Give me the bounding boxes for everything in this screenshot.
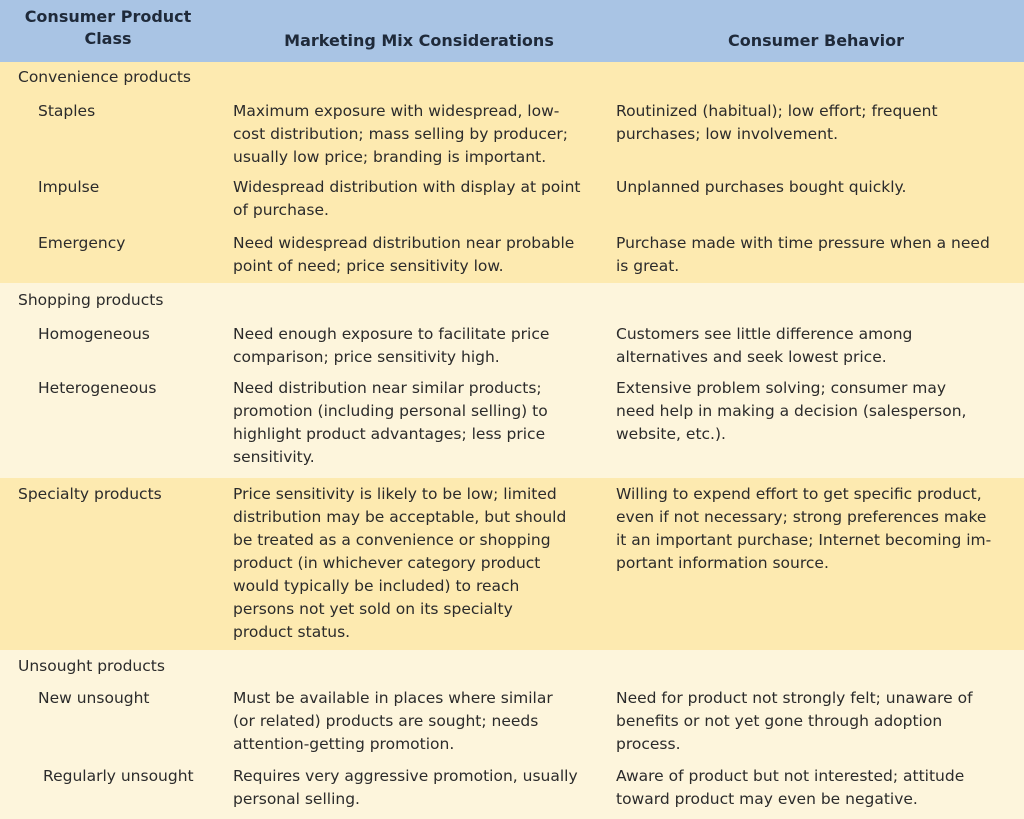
header-marketing-mix: Marketing Mix Considerations xyxy=(284,31,554,50)
row-behavior: Unplanned purchases bought quickly. xyxy=(616,178,907,196)
row-mix: Must be available in places where similar (or related) products are sought; needs attention-getting promotion. xyxy=(233,689,553,753)
row-mix: Need distribution near similar products; promotion (including personal selling) to highlight product advantages; less price sensitivity. xyxy=(233,379,548,466)
row-mix: Price sensitivity is likely to be low; limited distribution may be acceptable, but should be treated as a convenience or shopping product (in whichever category product would typically be included) to reach persons not yet sold on its specialty product status. xyxy=(233,485,567,641)
row-behavior: Customers see little difference among alternatives and seek lowest price. xyxy=(616,325,913,366)
row-behavior: Routinized (habitual); low effort; frequent purchases; low involvement. xyxy=(616,102,938,143)
row-name: Homogeneous xyxy=(38,325,150,343)
row-behavior: Willing to expend effort to get specific product, even if not necessary; strong preferences make it an important purchase; Internet becoming im- portant information source. xyxy=(616,485,992,572)
row-mix: Need widespread distribution near probable point of need; price sensitivity low. xyxy=(233,234,575,275)
header-consumer-product-class: Consumer Product Class xyxy=(24,7,192,48)
row-behavior: Purchase made with time pressure when a need is great. xyxy=(616,234,990,275)
row-name: Emergency xyxy=(38,234,126,252)
table-header xyxy=(0,0,1024,62)
row-mix: Need enough exposure to facilitate price comparison; price sensitivity high. xyxy=(233,325,550,366)
row-name: Staples xyxy=(38,102,96,120)
section-specialty xyxy=(0,478,1024,650)
section-unsought xyxy=(0,650,1024,819)
row-name: Impulse xyxy=(38,178,100,196)
row-behavior: Extensive problem solving; consumer may need help in making a decision (salesperson, website, etc.). xyxy=(616,379,967,443)
row-name: Heterogeneous xyxy=(38,379,157,397)
category-label: Specialty products xyxy=(18,485,162,503)
section-convenience xyxy=(0,62,1024,283)
category-label: Unsought products xyxy=(18,657,165,675)
row-behavior: Need for product not strongly felt; unaware of benefits or not yet gone through adoption process. xyxy=(616,689,973,753)
header-consumer-behavior: Consumer Behavior xyxy=(727,31,905,50)
row-mix: Widespread distribution with display at point of purchase. xyxy=(233,178,581,219)
row-behavior: Aware of product but not interested; attitude toward product may even be negative. xyxy=(616,767,965,808)
row-name: Regularly unsought xyxy=(43,767,194,785)
row-mix: Maximum exposure with widespread, low- cost distribution; mass selling by producer; usually low price; branding is important. xyxy=(233,102,568,166)
section-shopping xyxy=(0,283,1024,478)
row-name: New unsought xyxy=(38,689,150,707)
category-label: Shopping products xyxy=(18,291,164,309)
category-label: Convenience products xyxy=(18,68,192,86)
row-mix: Requires very aggressive promotion, usually personal selling. xyxy=(233,767,578,808)
